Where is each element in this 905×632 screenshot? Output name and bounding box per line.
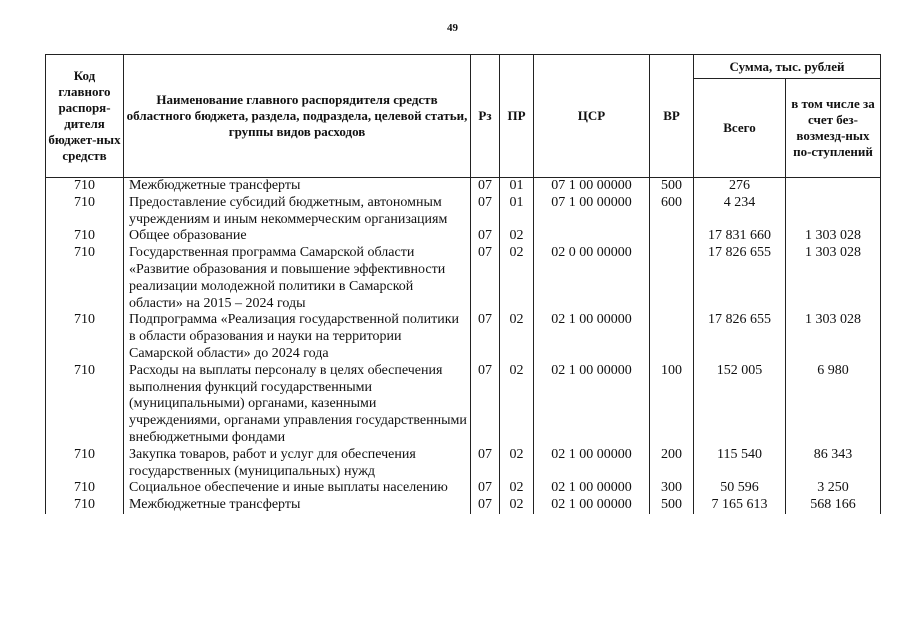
cell-total: 152 005 — [694, 363, 786, 447]
cell-incl: 1 303 028 — [786, 245, 881, 312]
header-vr: ВР — [650, 55, 694, 178]
cell-pr: 02 — [500, 245, 534, 312]
cell-code: 710 — [46, 363, 124, 447]
cell-rz: 07 — [471, 363, 500, 447]
table-row — [46, 497, 881, 514]
cell-name: Предоставление субсидий бюджетным, автономным учреждениям и иным некоммерческим организациям — [124, 195, 471, 229]
cell-rz: 07 — [471, 228, 500, 245]
cell-rz: 07 — [471, 312, 500, 362]
header-csr: ЦСР — [534, 55, 650, 178]
cell-vr — [650, 312, 694, 362]
cell-rz: 07 — [471, 480, 500, 497]
table-body — [46, 178, 881, 514]
cell-csr: 02 1 00 00000 — [534, 447, 650, 481]
cell-csr: 02 1 00 00000 — [534, 480, 650, 497]
table-row — [46, 245, 881, 312]
budget-table — [45, 54, 881, 514]
cell-pr: 02 — [500, 363, 534, 447]
header-incl: в том числе за счет без-возмезд-ных по-ступлений — [786, 79, 881, 178]
cell-name: Социальное обеспечение и иные выплаты населению — [124, 480, 471, 497]
cell-csr — [534, 228, 650, 245]
cell-vr: 200 — [650, 447, 694, 481]
cell-total: 50 596 — [694, 480, 786, 497]
cell-vr: 600 — [650, 195, 694, 229]
cell-rz: 07 — [471, 497, 500, 514]
cell-pr: 02 — [500, 497, 534, 514]
cell-vr — [650, 245, 694, 312]
cell-total: 17 826 655 — [694, 245, 786, 312]
cell-total: 17 831 660 — [694, 228, 786, 245]
cell-code: 710 — [46, 195, 124, 229]
cell-incl — [786, 178, 881, 195]
header-code: Код главного распоря-дителя бюджет-ных средств — [46, 55, 124, 178]
cell-pr: 02 — [500, 447, 534, 481]
cell-code: 710 — [46, 312, 124, 362]
table-row — [46, 447, 881, 481]
cell-rz: 07 — [471, 447, 500, 481]
table-row — [46, 195, 881, 229]
cell-incl: 1 303 028 — [786, 228, 881, 245]
table-row — [46, 363, 881, 447]
cell-total: 276 — [694, 178, 786, 195]
cell-total: 7 165 613 — [694, 497, 786, 514]
header-rz: Рз — [471, 55, 500, 178]
cell-total: 115 540 — [694, 447, 786, 481]
cell-name: Межбюджетные трансферты — [124, 178, 471, 195]
cell-name: Расходы на выплаты персоналу в целях обеспечения выполнения функций государственными (муниципальными) органами, казенными учреждениями, органами управления государственными внебюджетными фондами — [124, 363, 471, 447]
table-row — [46, 178, 881, 195]
cell-code: 710 — [46, 245, 124, 312]
cell-code: 710 — [46, 228, 124, 245]
cell-csr: 02 1 00 00000 — [534, 312, 650, 362]
cell-pr: 02 — [500, 480, 534, 497]
cell-name: Межбюджетные трансферты — [124, 497, 471, 514]
cell-incl: 86 343 — [786, 447, 881, 481]
table-row — [46, 228, 881, 245]
cell-rz: 07 — [471, 178, 500, 195]
cell-csr: 02 1 00 00000 — [534, 363, 650, 447]
cell-incl: 1 303 028 — [786, 312, 881, 362]
cell-incl — [786, 195, 881, 229]
cell-vr: 500 — [650, 497, 694, 514]
header-total: Всего — [694, 79, 786, 178]
table-row — [46, 312, 881, 362]
cell-code: 710 — [46, 497, 124, 514]
cell-incl: 3 250 — [786, 480, 881, 497]
cell-pr: 02 — [500, 228, 534, 245]
cell-incl: 568 166 — [786, 497, 881, 514]
cell-csr: 07 1 00 00000 — [534, 195, 650, 229]
cell-incl: 6 980 — [786, 363, 881, 447]
cell-rz: 07 — [471, 245, 500, 312]
cell-name: Закупка товаров, работ и услуг для обеспечения государственных (муниципальных) нужд — [124, 447, 471, 481]
cell-rz: 07 — [471, 195, 500, 229]
cell-vr: 500 — [650, 178, 694, 195]
table-header — [46, 55, 881, 178]
cell-vr — [650, 228, 694, 245]
cell-total: 17 826 655 — [694, 312, 786, 362]
cell-vr: 300 — [650, 480, 694, 497]
header-name: Наименование главного распорядителя средств областного бюджета, раздела, подраздела, целевой статьи, группы видов расходов — [124, 55, 471, 178]
page-number: 49 — [447, 22, 458, 34]
cell-pr: 01 — [500, 178, 534, 195]
cell-vr: 100 — [650, 363, 694, 447]
cell-total: 4 234 — [694, 195, 786, 229]
header-sum: Сумма, тыс. рублей — [694, 55, 881, 79]
cell-code: 710 — [46, 178, 124, 195]
table-row — [46, 480, 881, 497]
cell-csr: 02 1 00 00000 — [534, 497, 650, 514]
cell-csr: 02 0 00 00000 — [534, 245, 650, 312]
cell-pr: 01 — [500, 195, 534, 229]
cell-name: Государственная программа Самарской области «Развитие образования и повышение эффективности реализации молодежной политики в Самарской области» на 2015 – 2024 годы — [124, 245, 471, 312]
cell-code: 710 — [46, 447, 124, 481]
cell-name: Подпрограмма «Реализация государственной политики в области образования и науки на территории Самарской области» до 2024 года — [124, 312, 471, 362]
cell-name: Общее образование — [124, 228, 471, 245]
cell-pr: 02 — [500, 312, 534, 362]
header-pr: ПР — [500, 55, 534, 178]
cell-csr: 07 1 00 00000 — [534, 178, 650, 195]
cell-code: 710 — [46, 480, 124, 497]
